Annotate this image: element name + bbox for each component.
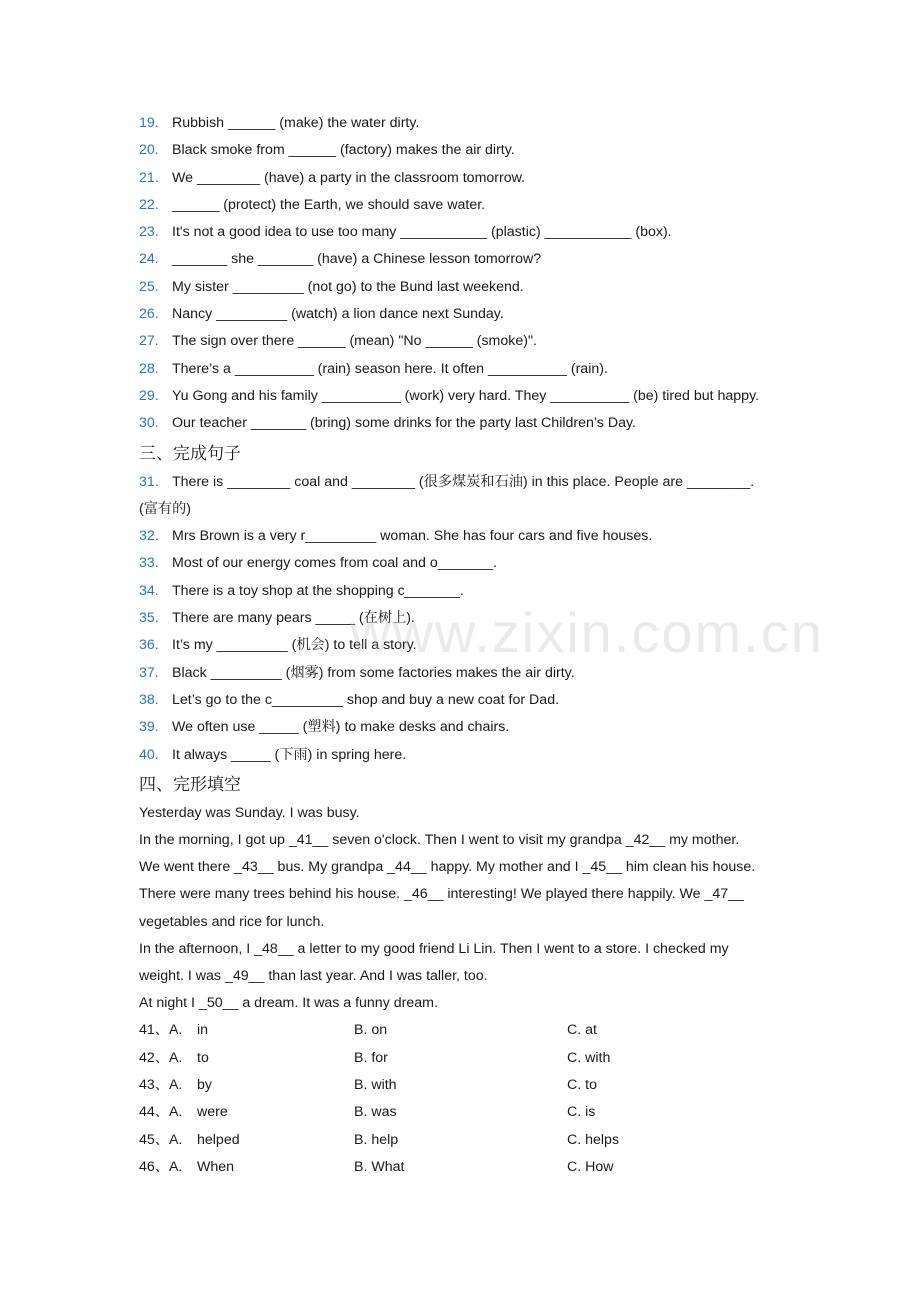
passage-line: vegetables and rice for lunch. (139, 913, 325, 930)
question-item (139, 328, 799, 355)
option-b: B. for (354, 1049, 388, 1066)
question-number: 28. (139, 360, 159, 377)
option-row (139, 1045, 799, 1072)
question-text: My sister _________ (not go) to the Bund last weekend. (172, 278, 524, 295)
question-text: (富有的) (139, 500, 192, 517)
question-number: 36. (139, 637, 159, 654)
option-a: were (197, 1104, 228, 1121)
question-number: 32. (139, 528, 159, 545)
passage-line: weight. I was _49__ than last year. And I was taller, too. (139, 968, 488, 985)
question-item (139, 137, 799, 164)
question-item (139, 469, 799, 496)
option-row (139, 1017, 799, 1044)
question-text: We often use _____ (塑料) to make desks and chairs. (172, 719, 510, 736)
option-question-label: 45、A. (139, 1131, 183, 1148)
question-number: 38. (139, 691, 159, 708)
question-number: 35. (139, 610, 159, 627)
option-a: to (197, 1049, 209, 1066)
question-number: 34. (139, 582, 159, 599)
question-text: It’s my _________ (机会) to tell a story. (172, 637, 417, 654)
question-text: Yu Gong and his family __________ (work) very hard. They __________ (be) tired but happy. (172, 387, 760, 404)
question-text: Let’s go to the c_________ shop and buy a new coat for Dad. (172, 691, 560, 708)
question-text: It's not a good idea to use too many ___________ (plastic) ___________ (box). (172, 224, 672, 241)
option-c: C. How (567, 1158, 614, 1175)
option-b: B. What (354, 1158, 405, 1175)
question-text: Our teacher _______ (bring) some drinks for the party last Children’s Day. (172, 415, 636, 432)
question-item (139, 523, 799, 550)
question-item (139, 165, 799, 192)
question-item (139, 274, 799, 301)
question-text: Black smoke from ______ (factory) makes the air dirty. (172, 142, 515, 159)
question-number: 37. (139, 664, 159, 681)
option-c: C. with (567, 1049, 611, 1066)
question-text: There’s a __________ (rain) season here. It often __________ (rain). (172, 360, 608, 377)
question-item (139, 192, 799, 219)
question-number: 25. (139, 278, 159, 295)
passage-line: At night I _50__ a dream. It was a funny dream. (139, 995, 438, 1012)
question-text: Rubbish ______ (make) the water dirty. (172, 115, 420, 131)
question-text: The sign over there ______ (mean) "No ______ (smoke)". (172, 333, 537, 350)
question-number: 40. (139, 746, 159, 763)
passage-line: There were many trees behind his house. _46__ interesting! We played there happily. We _47__ (139, 886, 744, 903)
question-text: We ________ (have) a party in the classroom tomorrow. (172, 169, 526, 186)
question-item (139, 219, 799, 246)
option-a: by (197, 1077, 212, 1094)
question-text: Black _________ (烟雾) from some factories makes the air dirty. (172, 664, 575, 681)
question-number: 22. (139, 196, 159, 213)
section-3-heading: 三、完成句子 (139, 443, 241, 464)
question-item (139, 550, 799, 577)
passage-line: In the morning, I got up _41__ seven o'clock. Then I went to visit my grandpa _42__ my mother. (139, 832, 740, 849)
question-item (139, 383, 799, 410)
option-b: B. with (354, 1077, 397, 1094)
question-number: 19. (139, 115, 159, 131)
options-list (139, 1017, 799, 1181)
question-item (139, 410, 799, 437)
section-4-heading: 四、完形填空 (139, 774, 241, 795)
question-number: 27. (139, 333, 159, 350)
question-number: 26. (139, 306, 159, 323)
option-c: C. at (567, 1022, 597, 1039)
option-row (139, 1154, 799, 1181)
question-text: There is ________ coal and ________ (很多煤炭和石油) in this place. People are ________. (172, 473, 755, 490)
question-text: ______ (protect) the Earth, we should save water. (172, 196, 486, 213)
option-question-label: 44、A. (139, 1104, 183, 1121)
question-number: 30. (139, 415, 159, 432)
question-item (139, 496, 799, 523)
option-c: C. is (567, 1104, 596, 1121)
passage-line: In the afternoon, I _48__ a letter to my good friend Li Lin. Then I went to a store. I checked my (139, 940, 729, 957)
passage-line: We went there _43__ bus. My grandpa _44__ happy. My mother and I _45__ him clean his house. (139, 859, 756, 876)
question-text: Most of our energy comes from coal and o_______. (172, 555, 497, 572)
option-b: B. on (354, 1022, 388, 1039)
question-text: Nancy _________ (watch) a lion dance next Sunday. (172, 306, 504, 323)
option-a: in (197, 1022, 209, 1039)
question-text: Mrs Brown is a very r_________ woman. She has four cars and five houses. (172, 528, 653, 545)
question-text: There is a toy shop at the shopping c_______. (172, 582, 464, 599)
question-number: 39. (139, 719, 159, 736)
question-number: 20. (139, 142, 159, 159)
option-c: C. to (567, 1077, 597, 1094)
question-item (139, 301, 799, 328)
option-a: helped (197, 1131, 240, 1148)
question-item (139, 246, 799, 273)
question-item (139, 356, 799, 383)
option-b: B. help (354, 1131, 399, 1148)
option-question-label: 46、A. (139, 1158, 183, 1175)
option-row (139, 1127, 799, 1154)
option-b: B. was (354, 1104, 397, 1121)
option-question-label: 42、A. (139, 1049, 183, 1066)
option-question-label: 41、A. (139, 1022, 183, 1039)
question-number: 29. (139, 387, 159, 404)
option-c: C. helps (567, 1131, 620, 1148)
watermark: www.zixin.com.cn (350, 601, 824, 664)
question-number: 24. (139, 251, 159, 268)
question-item (139, 714, 799, 741)
option-row (139, 1099, 799, 1126)
cloze-passage (139, 800, 799, 1018)
option-a: When (197, 1158, 235, 1175)
question-number: 31. (139, 473, 159, 490)
question-number: 23. (139, 224, 159, 241)
question-text: There are many pears _____ (在树上). (172, 610, 415, 627)
section-2-list (139, 110, 799, 438)
question-text: It always _____ (下雨) in spring here. (172, 746, 407, 763)
question-text: _______ she _______ (have) a Chinese lesson tomorrow? (172, 251, 542, 268)
question-item (139, 687, 799, 714)
option-question-label: 43、A. (139, 1077, 183, 1094)
question-item (139, 110, 799, 137)
question-item (139, 742, 799, 769)
question-number: 33. (139, 555, 159, 572)
option-row (139, 1072, 799, 1099)
passage-line: Yesterday was Sunday. I was busy. (139, 804, 360, 821)
question-number: 21. (139, 169, 159, 186)
